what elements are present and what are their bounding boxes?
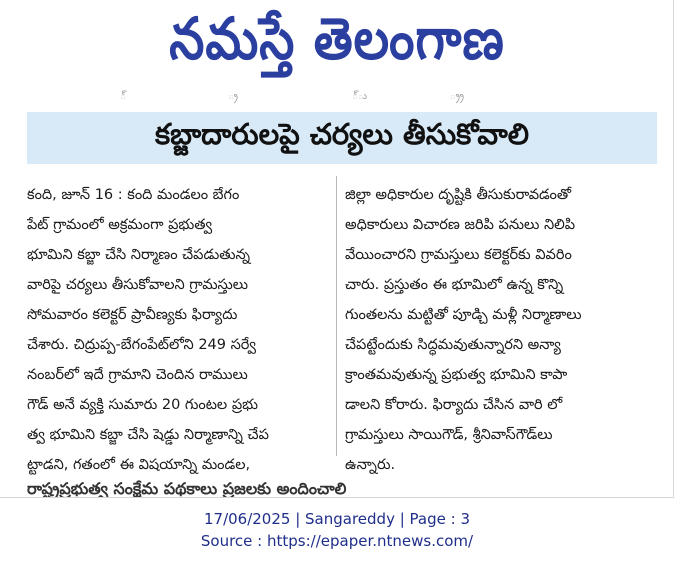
column-divider [336, 176, 337, 456]
cut-fragment: ్ర్ర [450, 91, 464, 102]
article-line: త్వ భూమిని కబ్జా చేసి షెడ్డు నిర్మాణాన్ని చేప [27, 427, 269, 443]
article-line: కంది, జూన్ 16 : కంది మండలం బేగం [27, 187, 240, 203]
article-body [27, 168, 657, 473]
cut-off-next-headline: రాష్ట్రప్రభుత్వ సంక్షేమ పథకాలు ప్రజలకు అందించాలి [27, 480, 347, 498]
cut-fragment: ్ర [228, 91, 238, 102]
article-column-right [345, 180, 645, 480]
article-column-left [27, 180, 327, 480]
article-line: భూమిని కబ్జా చేసి నిర్మాణం చేపడుతున్న [27, 247, 251, 263]
caption-source-line: Source : https://epaper.ntnews.com/ [200, 532, 474, 550]
cut-fragment: ్ [120, 91, 126, 102]
article-line: చేపట్టేందుకు సిద్ధమవుతున్నారని అన్యా [345, 337, 561, 353]
cut-fragment: ్ు [352, 91, 368, 102]
article-line: గౌడ్ అనే వ్యక్తి సుమారు 20 గుంటల ప్రభు [27, 397, 259, 413]
cut-off-previous-text [0, 90, 674, 104]
article-line: డాలని కోరారు. ఫిర్యాదు చేసిన వారి లో [345, 397, 563, 413]
article-line: అధికారులు విచారణ జరిపి పనులు నిలిపి [345, 217, 576, 233]
headline: కబ్జాదారులపై చర్యలు తీసుకోవాలి [154, 117, 530, 151]
masthead [0, 0, 674, 92]
article-line: సోమవారం కలెక్టర్ ప్రావీణ్యకు ఫిర్యాదు [27, 307, 238, 323]
article-line: జిల్లా అధికారుల దృష్టికి తీసుకురావడంతో [345, 187, 572, 203]
article-line: నంబర్‌లో ఇదే గ్రామాని చెందిన రాములు [27, 367, 248, 383]
article-line: పేట్ గ్రామంలో అక్రమంగా ప్రభుత్వ [27, 217, 213, 233]
article-line: గ్రామస్తులు సాయిగౌడ్, శ్రీనివాస్‌గౌడ్‌లు [345, 427, 553, 443]
article-line: ఉన్నారు. [345, 457, 396, 473]
article-line: గుంతలను మట్టితో పూడ్చి మళ్లీ నిర్మాణాలు [345, 307, 582, 323]
article-line: ట్టాడని, గతంలో ఈ విషయాన్ని మండల, [27, 457, 251, 473]
article-line: చేశారు. చిద్రుప్ప-బేగంపేట్‌లోని 249 సర్వే [27, 337, 257, 353]
article-line: వేయించారని గ్రామస్తులు కలెక్టర్‌కు వివరిం [345, 247, 572, 263]
article-line: చారు. ప్రస్తుతం ఈ భూమిలో ఉన్న కొన్ని [345, 277, 564, 293]
article-line: వారిపై చర్యలు తీసుకోవాలని గ్రామస్తులు [27, 277, 249, 293]
masthead-title: నమస్తే తెలంగాణ [169, 4, 505, 73]
article-line: క్రాంతమవుతున్న ప్రభుత్వ భూమిని కాపా [345, 367, 568, 383]
caption-date-line: 17/06/2025 | Sangareddy | Page : 3 [203, 510, 470, 528]
source-caption [0, 508, 674, 552]
headline-band [27, 112, 657, 164]
